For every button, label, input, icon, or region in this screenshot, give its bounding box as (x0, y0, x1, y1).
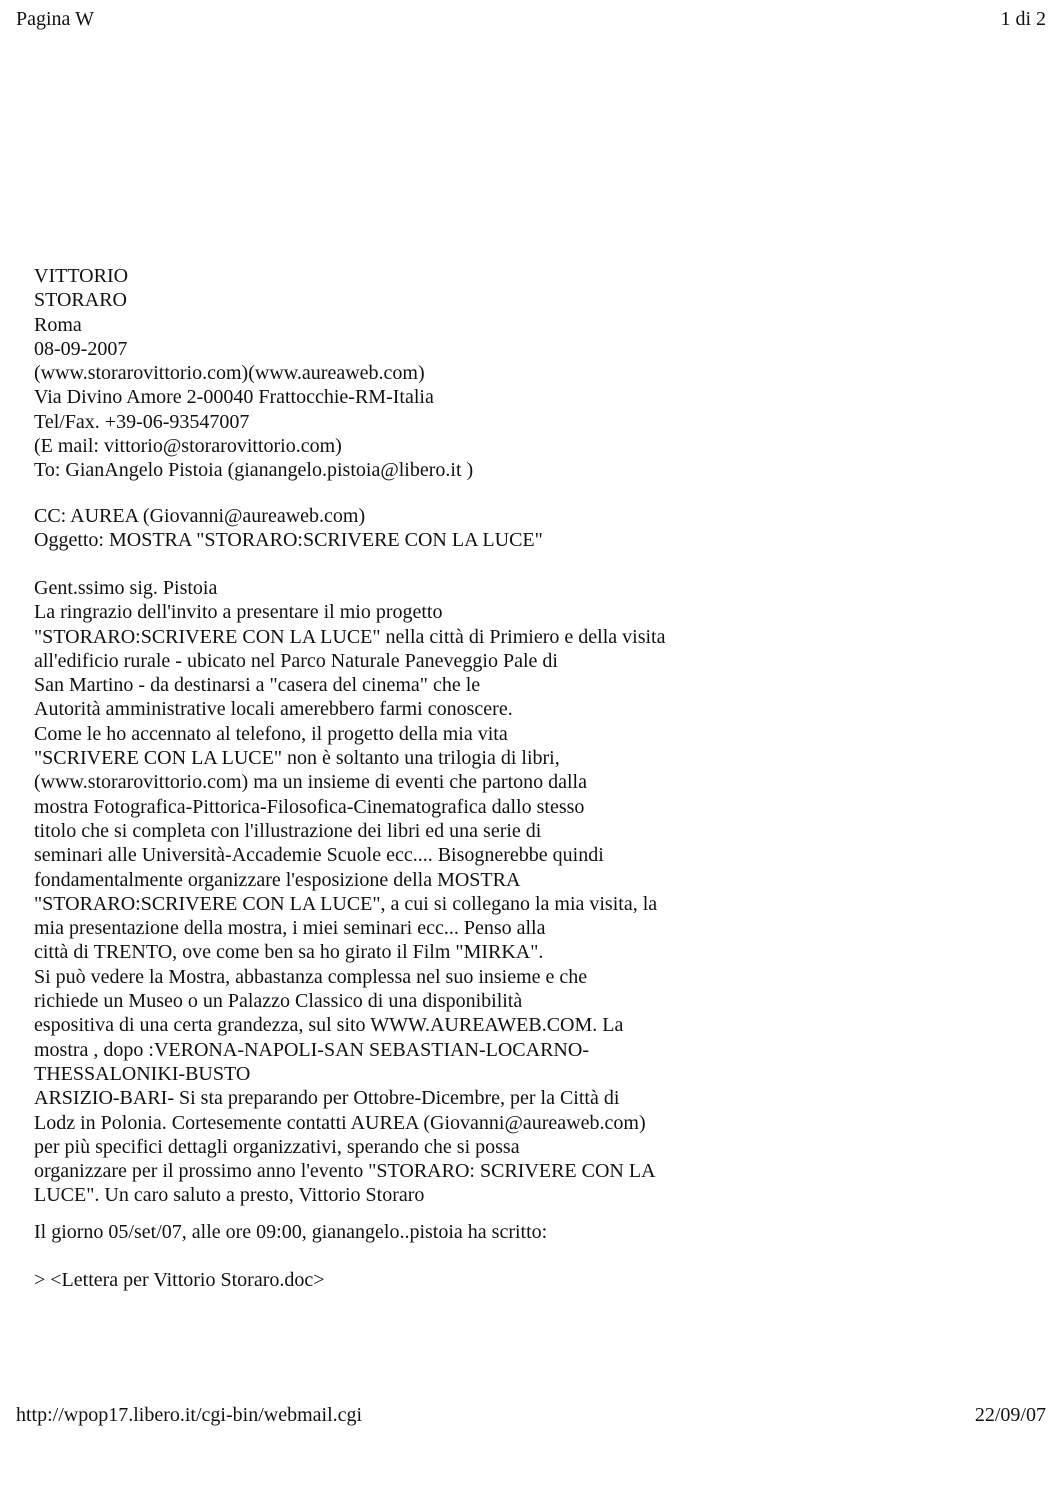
body-line: "STORARO:SCRIVERE CON LA LUCE", a cui si collegano la mia visita, la (34, 892, 658, 915)
body-line: La ringrazio dell'invito a presentare il mio progetto (34, 601, 443, 624)
attachment-reference: > <Lettera per Vittorio Storaro.doc> (34, 1269, 325, 1291)
body-line: "SCRIVERE CON LA LUCE" non è soltanto una trilogia di libri, (34, 747, 560, 770)
body-line: seminari alle Università-Accademie Scuole ecc.... Bisognerebbe quindi (34, 844, 604, 867)
body-line: mia presentazione della mostra, i miei seminari ecc... Penso alla (34, 917, 546, 940)
body-line: mostra , dopo :VERONA-NAPOLI-SAN SEBASTIAN-LOCARNO- (34, 1038, 589, 1061)
body-line: espositiva di una certa grandezza, sul sito WWW.AUREAWEB.COM. La (34, 1014, 624, 1037)
body-line: San Martino - da destinarsi a "casera del cinema" che le (34, 674, 481, 697)
body-line: città di TRENTO, ove come ben sa ho girato il Film "MIRKA". (34, 941, 544, 964)
page-number: 1 di 2 (1000, 8, 1046, 30)
body-line: Si può vedere la Mostra, abbastanza complessa nel suo insieme e che (34, 965, 588, 988)
sender-block (34, 264, 473, 483)
body-line: Autorità amministrative locali amerebbero farmi conoscere. (34, 698, 513, 721)
sender-line: VITTORIO (34, 265, 129, 287)
sender-line: 08-09-2007 (34, 337, 128, 360)
body-line: per più specifici dettagli organizzativi, sperando che si possa (34, 1135, 520, 1158)
body-line: all'edificio rurale - ubicato nel Parco Naturale Paneveggio Pale di (34, 649, 558, 672)
body-line: mostra Fotografica-Pittorica-Filosofica-Cinematografica dallo stesso (34, 795, 585, 818)
subject-line: Oggetto: MOSTRA "STORARO:SCRIVERE CON LA LUCE" (34, 529, 543, 552)
reply-intro: Il giorno 05/set/07, alle ore 09:00, gianangelo..pistoia ha scritto: (34, 1221, 548, 1243)
body-line: THESSALONIKI-BUSTO (34, 1062, 251, 1085)
closing-line: LUCE". Un caro saluto a presto, Vittorio Storaro (34, 1184, 425, 1207)
body-line: Lodz in Polonia. Cortesemente contatti AUREA (Giovanni@aureaweb.com) (34, 1111, 646, 1134)
body-line: richiede un Museo o un Palazzo Classico di una disponibilità (34, 990, 523, 1013)
body-line: organizzare per il prossimo anno l'evento "STORARO: SCRIVERE CON LA (34, 1160, 656, 1183)
footer-url: http://wpop17.libero.it/cgi-bin/webmail.cgi (16, 1404, 363, 1426)
sender-line: STORARO (34, 289, 127, 312)
footer-date: 22/09/07 (974, 1404, 1046, 1426)
sender-line: Via Divino Amore 2-00040 Frattocchie-RM-Italia (34, 386, 434, 409)
cc-line: CC: AUREA (Giovanni@aureaweb.com) (34, 505, 366, 527)
cc-subject-block (34, 504, 543, 553)
body-line: "STORARO:SCRIVERE CON LA LUCE" nella città di Primiero e della visita (34, 625, 666, 648)
body-line: Come le ho accennato al telefono, il progetto della mia vita (34, 722, 508, 745)
letter-body (34, 576, 665, 1208)
body-line: ARSIZIO-BARI- Si sta preparando per Ottobre-Dicembre, per la Città di (34, 1087, 620, 1110)
sender-line: (www.storarovittorio.com)(www.aureaweb.com) (34, 362, 425, 385)
body-line: (www.storarovittorio.com) ma un insieme di eventi che partono dalla (34, 771, 587, 794)
body-line: titolo che si completa con l'illustrazione dei libri ed una serie di (34, 819, 542, 842)
sender-line: (E mail: vittorio@storarovittorio.com) (34, 435, 342, 458)
salutation: Gent.ssimo sig. Pistoia (34, 577, 218, 599)
body-line: fondamentalmente organizzare l'esposizione della MOSTRA (34, 868, 521, 891)
recipient-line: To: GianAngelo Pistoia (gianangelo.pistoia@libero.it ) (34, 459, 474, 482)
sender-line: Tel/Fax. +39-06-93547007 (34, 410, 250, 433)
sender-line: Roma (34, 313, 82, 336)
page-header-title: Pagina W (16, 8, 94, 30)
